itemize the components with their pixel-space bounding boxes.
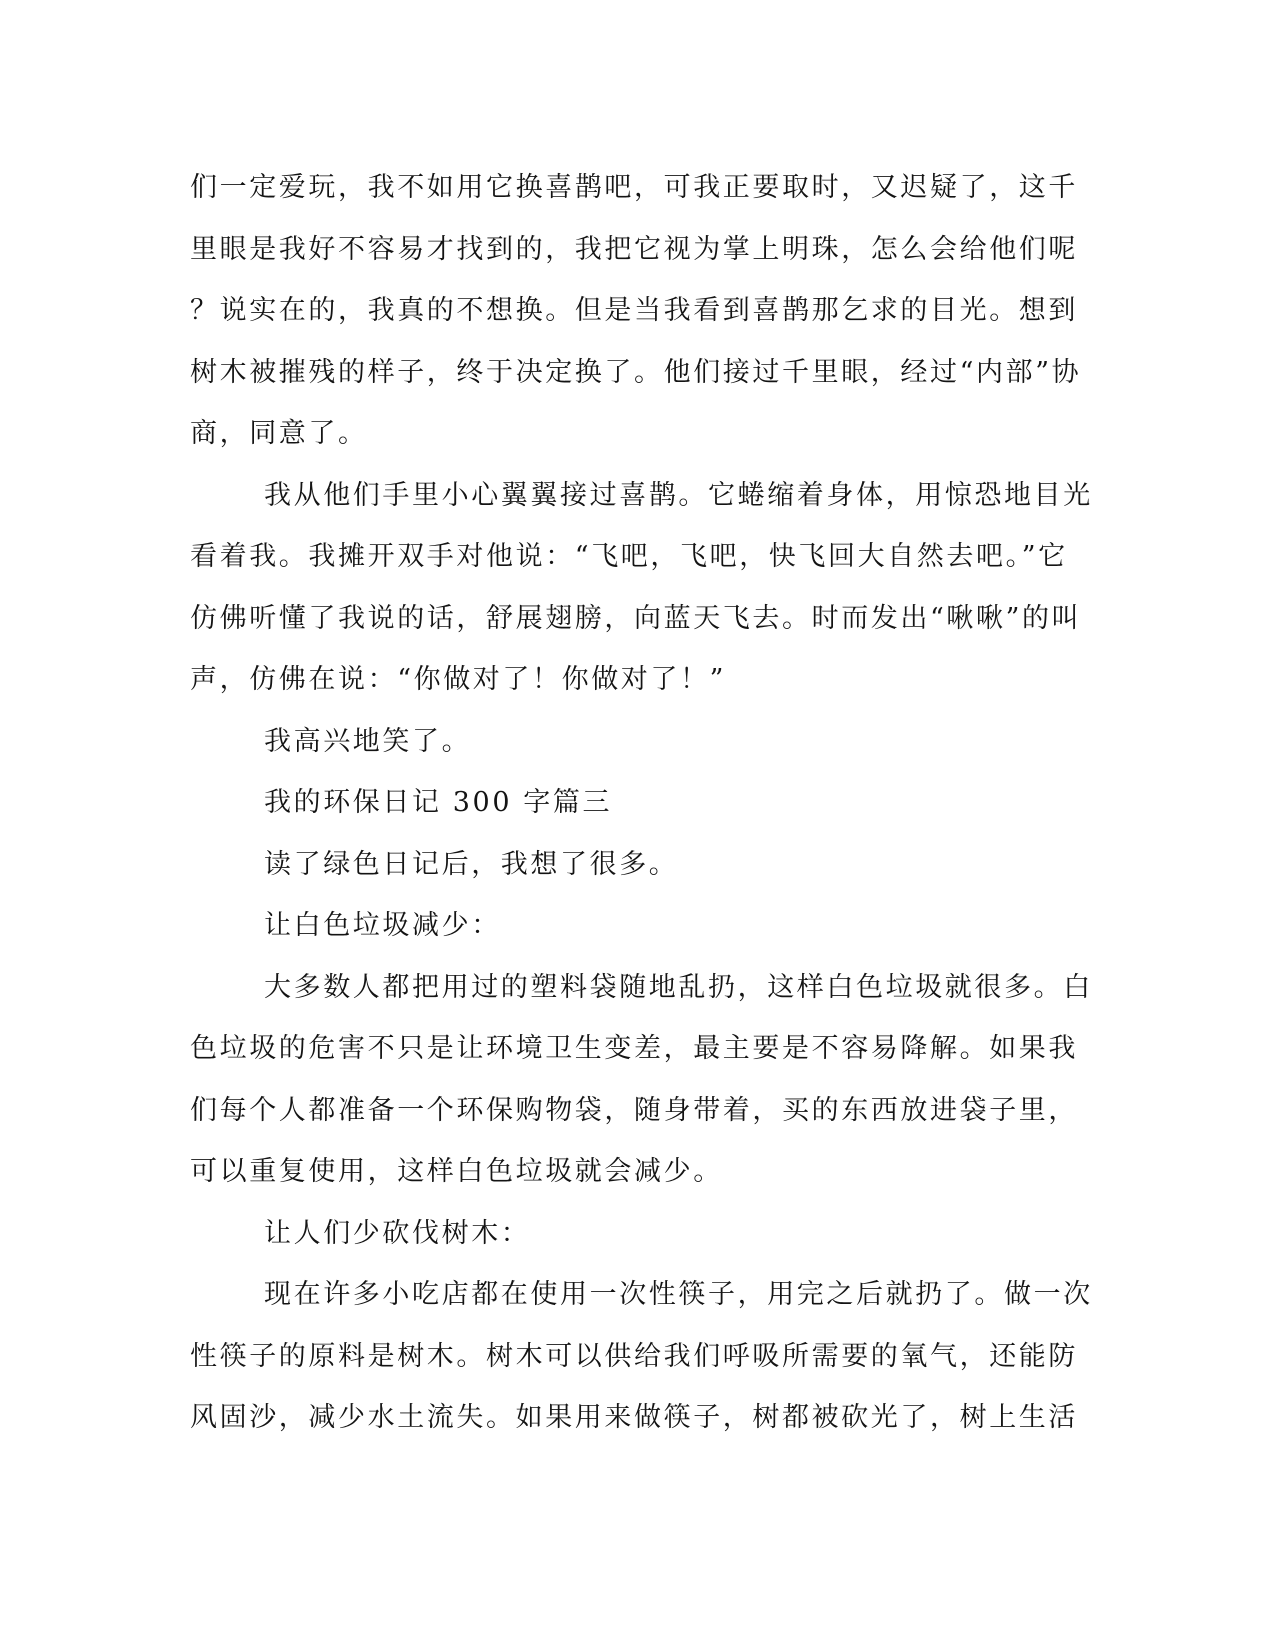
text-line: 商，同意了。 — [190, 418, 368, 449]
document-body — [190, 157, 1093, 1449]
subheading: 让人们少砍伐树木： — [264, 1217, 531, 1249]
text-line: 里眼是我好不容易才找到的，我把它视为掌上明珠，怎么会给他们呢 — [190, 233, 1078, 265]
section-heading: 我的环保日记 300 字篇三 — [264, 787, 613, 818]
text-line: 树木被摧残的样子，终于决定换了。他们接过千里眼，经过“内部”协 — [190, 356, 1082, 388]
text-line: 们一定爱玩，我不如用它换喜鹊吧，可我正要取时，又迟疑了，这千 — [190, 172, 1078, 203]
text-line: 现在许多小吃店都在使用一次性筷子，用完之后就扔了。做一次 — [264, 1279, 1093, 1310]
text-line: 我从他们手里小心翼翼接过喜鹊。它蜷缩着身体，用惊恐地目光 — [264, 479, 1093, 511]
text-line: 声，仿佛在说：“你做对了！你做对了！” — [190, 664, 727, 695]
text-line: 看着我。我摊开双手对他说：“飞吧，飞吧，快飞回大自然去吧。”它 — [190, 541, 1068, 572]
text-line: 们每个人都准备一个环保购物袋，随身带着，买的东西放进袋子里， — [190, 1094, 1078, 1126]
text-line: 我高兴地笑了。 — [264, 725, 472, 757]
text-line: 大多数人都把用过的塑料袋随地乱扔，这样白色垃圾就很多。白 — [264, 971, 1093, 1003]
subheading: 让白色垃圾减少： — [264, 910, 501, 941]
text-line: ？说实在的，我真的不想换。但是当我看到喜鹊那乞求的目光。想到 — [190, 295, 1078, 326]
text-line: 读了绿色日记后，我想了很多。 — [264, 848, 679, 880]
text-line: 色垃圾的危害不只是让环境卫生变差，最主要是不容易降解。如果我 — [190, 1033, 1078, 1064]
text-line: 风固沙，减少水土流失。如果用来做筷子，树都被砍光了，树上生活 — [190, 1402, 1078, 1433]
text-line: 可以重复使用，这样白色垃圾就会减少。 — [190, 1156, 723, 1187]
text-line: 仿佛听懂了我说的话，舒展翅膀，向蓝天飞去。时而发出“啾啾”的叫 — [190, 602, 1082, 634]
text-line: 性筷子的原料是树木。树木可以供给我们呼吸所需要的氧气，还能防 — [190, 1340, 1078, 1372]
